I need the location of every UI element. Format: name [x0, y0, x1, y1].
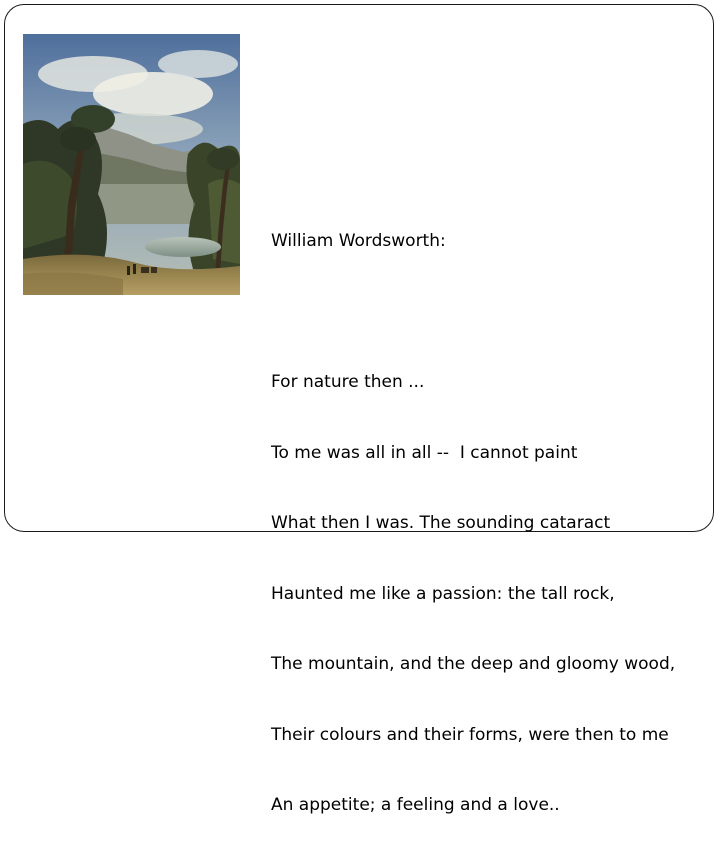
landscape-painting [23, 34, 240, 295]
poem-line-3: What then I was. The sounding cataract [271, 513, 611, 533]
author-line: William Wordsworth: [271, 231, 446, 251]
poem-line-1: For nature then ... [271, 372, 425, 392]
slide-frame [4, 4, 714, 815]
stanza-spacer [271, 301, 720, 325]
poem-line-5: The mountain, and the deep and gloomy wood, [271, 654, 676, 674]
poem-line-7: An appetite; a feeling and a love.. [271, 795, 560, 815]
poem-line-6: Their colours and their forms, were then to me [271, 724, 669, 745]
poem-line-4: Haunted me like a passion: the tall rock, [271, 583, 615, 604]
landscape-painting-image [23, 34, 240, 295]
poem-line-2: To me was all in all -- I cannot paint [271, 442, 578, 463]
poem-text-block [271, 183, 720, 865]
